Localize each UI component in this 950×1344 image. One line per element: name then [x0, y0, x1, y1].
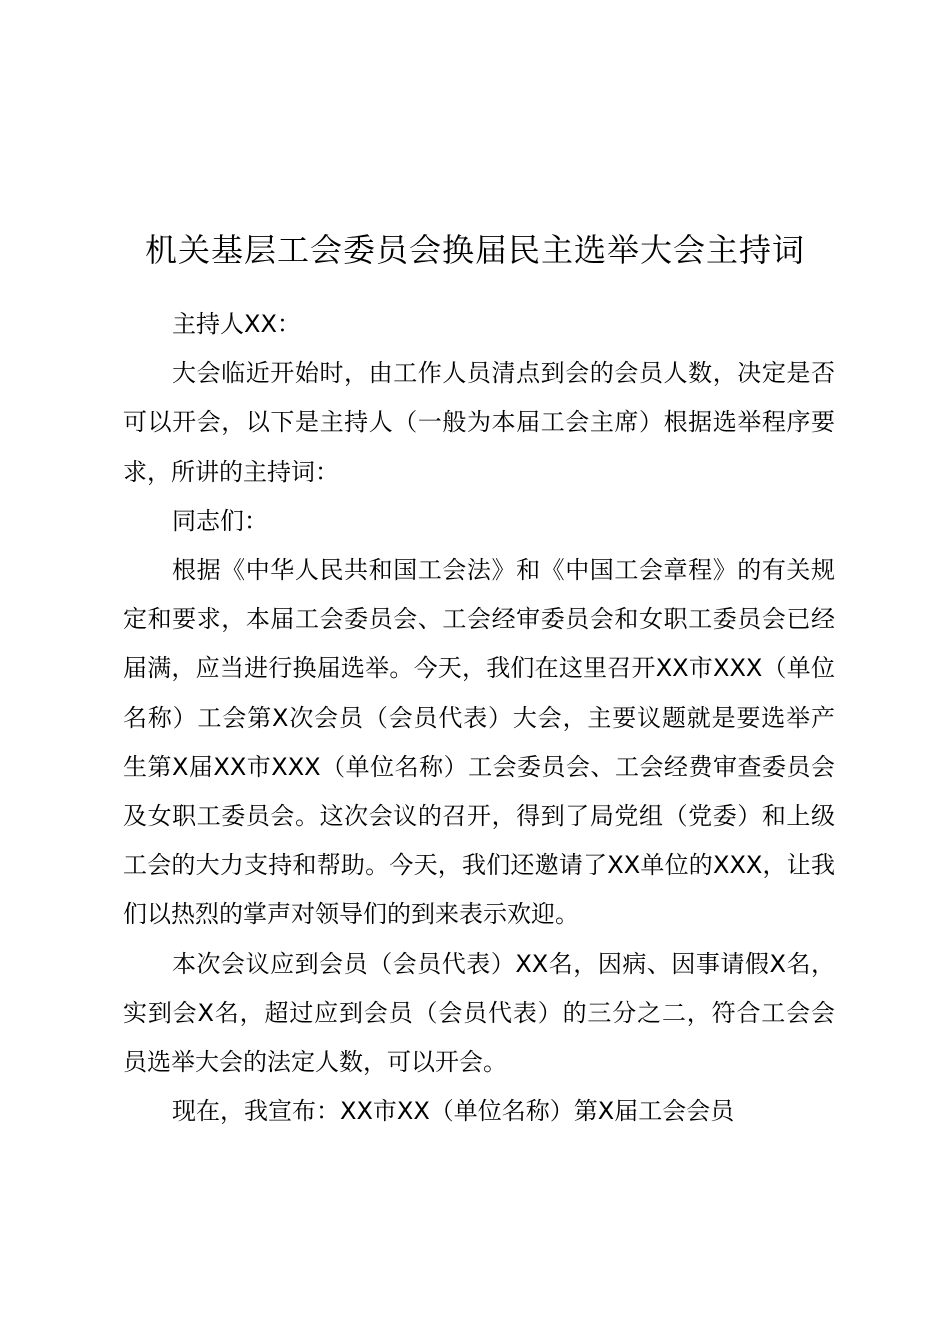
paragraph-announcement: 现在，我宣布：XX市XX（单位名称）第X届工会会员	[172, 1097, 735, 1126]
paragraph-host: 主持人XX：	[172, 310, 301, 338]
paragraph-intro: 大会临近开始时，由工作人员清点到会的会员人数，决定是否可以开会，以下是主持人（一般为本届工会主席）根据选举程序要求，所讲的主持词：	[123, 359, 835, 486]
document-title: 机关基层工会委员会换届民主选举大会主持词	[144, 231, 805, 269]
paragraph-attendance: 本次会议应到会员（会员代表）XX名，因病、因事请假X名，实到会X名，超过应到会员（会员代表）的三分之二，符合工会会员选举大会的法定人数，可以开会。	[123, 949, 835, 1077]
paragraph-salutation: 同志们：	[172, 506, 268, 535]
document-body	[123, 300, 835, 1136]
paragraph-background: 根据《中华人民共和国工会法》和《中国工会章程》的有关规定和要求，本届工会委员会、工会经审委员会和女职工委员会已经届满，应当进行换届选举。今天，我们在这里召开XX市XXX（单位名称）工会第X次会员（会员代表）大会，主要议题就是要选举产生第X届XX市XXX（单位名称）工会委员会、工会经费审查委员会及女职工委员会。这次会议的召开，得到了局党组（党委）和上级工会的大力支持和帮助。今天，我们还邀请了XX单位的XXX，让我们以热烈的掌声对领导们的到来表示欢迎。	[123, 556, 835, 929]
